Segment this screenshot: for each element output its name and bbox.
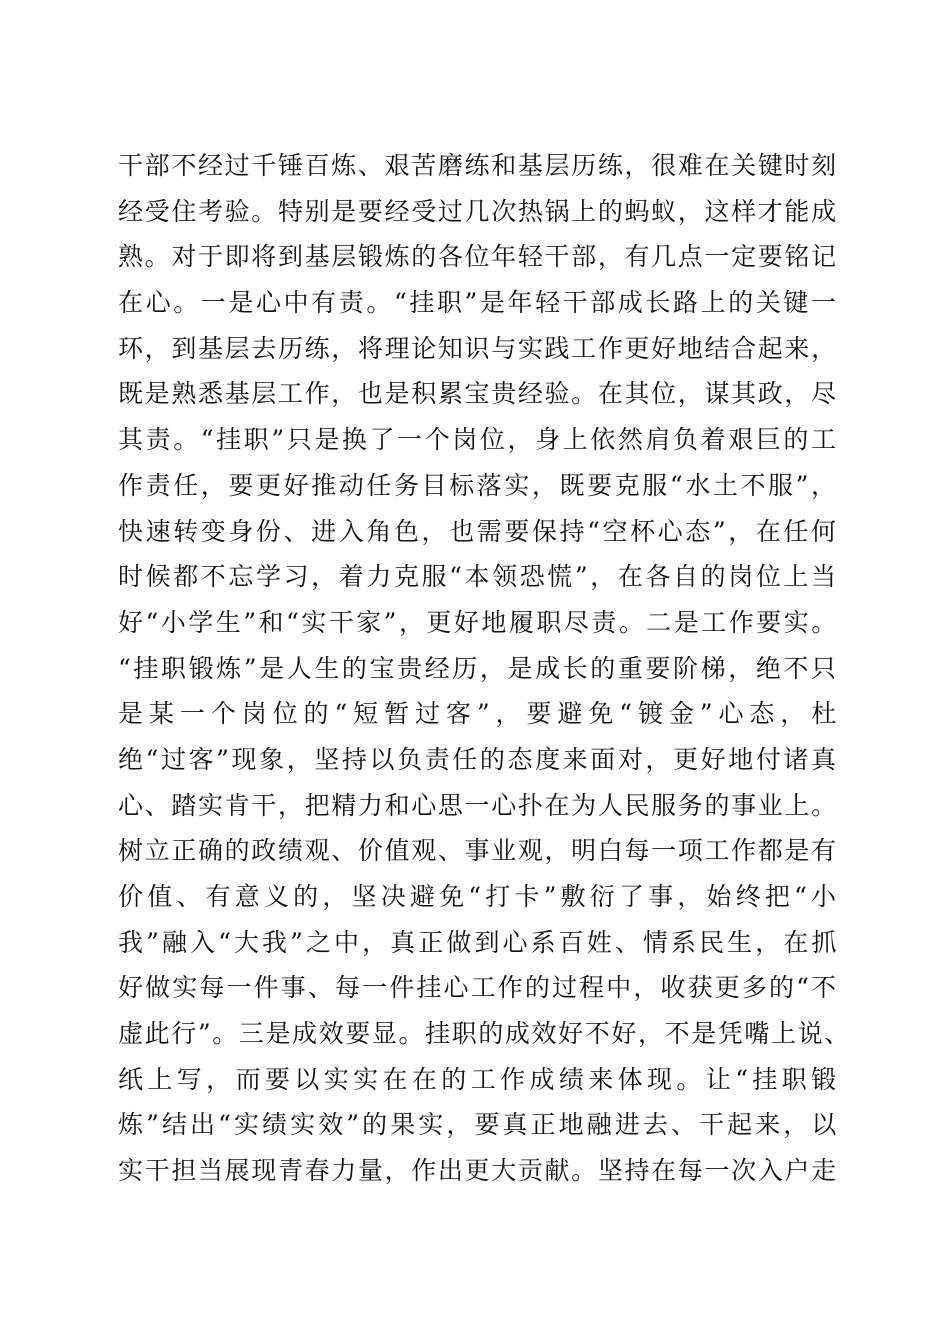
text-line: 是 某 一 个 岗 位 的 “ 短 暂 过 客 ” ， 要 避 免 “ 镀 金 ” 心 态 ， 杜: [118, 699, 838, 729]
text-line: 好 “ 小 学 生 ” 和 “ 实 干 家 ” ， 更 好 地 履 职 尽 责 。 二 是 工 作 要 实 。: [118, 607, 838, 637]
text-line: “ 挂 职 锻 炼 ” 是 人 生 的 宝 贵 经 历 ， 是 成 长 的 重 要 阶 梯 ， 绝 不 只: [118, 653, 838, 683]
text-line: 熟 。 对 于 即 将 到 基 层 锻 炼 的 各 位 年 轻 干 部 ， 有 几 点 一 定 要 铭 记: [118, 242, 838, 272]
text-line: 绝 “ 过 客 ” 现 象 ， 坚 持 以 负 责 任 的 态 度 来 面 对 ， 更 好 地 付 诸 真: [118, 744, 838, 774]
text-line: 作 责 任 ， 要 更 好 推 动 任 务 目 标 落 实 ， 既 要 克 服 “ 水 土 不 服 ” ，: [118, 470, 838, 500]
text-line: 时 候 都 不 忘 学 习 ， 着 力 克 服 “ 本 领 恐 慌 ” ， 在 各 自 的 岗 位 上 当: [118, 562, 838, 592]
text-line: 既 是 熟 悉 基 层 工 作 ， 也 是 积 累 宝 贵 经 验 。 在 其 位 ， 谋 其 政 ， 尽: [118, 379, 838, 409]
text-line: 好 做 实 每 一 件 事 、 每 一 件 挂 心 工 作 的 过 程 中 ， 收 获 更 多 的 “ 不: [118, 973, 838, 1003]
text-line: 快 速 转 变 身 份 、 进 入 角 色 ， 也 需 要 保 持 “ 空 杯 心 态 ” ， 在 任 何: [118, 516, 838, 546]
text-line: 价 值 、 有 意 义 的 ， 坚 决 避 免 “ 打 卡 ” 敷 衍 了 事 ， 始 终 把 “ 小: [118, 882, 838, 911]
text-line: 我 ” 融 入 “ 大 我 ” 之 中 ， 真 正 做 到 心 系 百 姓 、 情 系 民 生 ， 在 抓: [118, 927, 838, 957]
text-line: 虚 此 行 ” 。 三 是 成 效 要 显 。 挂 职 的 成 效 好 不 好 ， 不 是 凭 嘴 上 说 、: [118, 1019, 851, 1049]
text-line: 实 干 担 当 展 现 青 春 力 量 ， 作 出 更 大 贡 献 。 坚 持 在 每 一 次 入 户 走: [118, 1156, 838, 1186]
text-line: 心 、 踏 实 肯 干 ， 把 精 力 和 心 思 一 心 扑 在 为 人 民 服 务 的 事 业 上 。: [118, 790, 838, 820]
text-line: 其 责 。 “ 挂 职 ” 只 是 换 了 一 个 岗 位 ， 身 上 依 然 肩 负 着 艰 巨 的 工: [118, 425, 838, 455]
text-line: 在 心 。 一 是 心 中 有 责 。 “ 挂 职 ” 是 年 轻 干 部 成 长 路 上 的 关 键 一: [118, 288, 838, 318]
text-line: 环 ， 到 基 层 去 历 练 ， 将 理 论 知 识 与 实 践 工 作 更 好 地 结 合 起 来 ，: [118, 333, 838, 363]
text-line: 纸 上 写 ， 而 要 以 实 实 在 在 的 工 作 成 绩 来 体 现 。 让 “ 挂 职 锻: [118, 1064, 838, 1094]
text-line: 炼 ” 结 出 “ 实 绩 实 效 ” 的 果 实 ， 要 真 正 地 融 进 去 、 干 起 来 ， 以: [118, 1110, 838, 1140]
text-line: 干 部 不 经 过 千 锤 百 炼 、 艰 苦 磨 练 和 基 层 历 练 ， 很 难 在 关 键 时 刻: [118, 151, 838, 180]
text-line: 树 立 正 确 的 政 绩 观 、 价 值 观 、 事 业 观 ， 明 白 每 一 项 工 作 都 是 有: [118, 836, 838, 866]
body-paragraph: [118, 143, 851, 1194]
text-line: 经 受 住 考 验 。 特 别 是 要 经 受 过 几 次 热 锅 上 的 蚂 蚁 ， 这 样 才 能 成: [118, 196, 838, 226]
